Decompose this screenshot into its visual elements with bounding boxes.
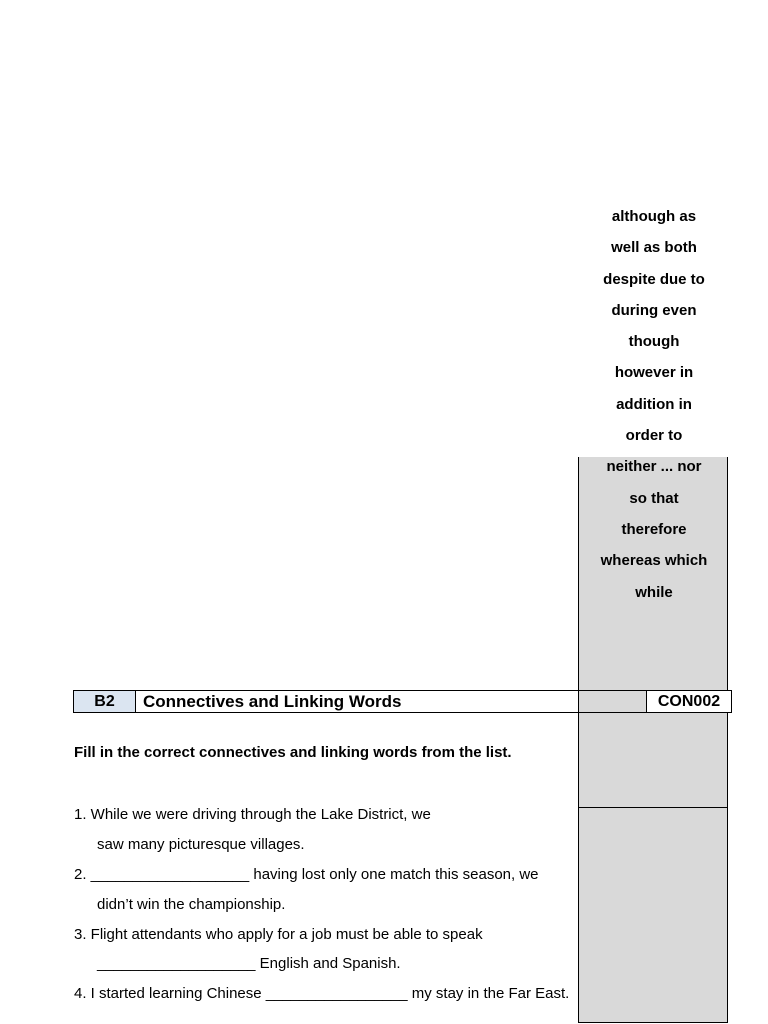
word-list-item: so that — [629, 489, 679, 507]
word-list-item: order to — [625, 427, 683, 445]
worksheet-code: CON002 — [646, 690, 732, 713]
exercise-3-line-1: 3. Flight attendants who apply for a job must be able to speak — [74, 926, 483, 943]
exercise-4-line-1: 4. I started learning Chinese _________________ my stay in the Far East. — [74, 985, 570, 1002]
exercise-1-line-1: 1. While we were driving through the Lake District, we — [74, 806, 431, 823]
word-list-item: despite due to — [603, 270, 705, 288]
word-list-item: although as — [611, 208, 697, 225]
word-list-item: neither ... nor — [606, 458, 702, 476]
worksheet-title: Connectives and Linking Words — [135, 690, 579, 713]
header-top-rule — [578, 690, 647, 691]
word-list-item: during even — [611, 301, 697, 319]
word-list-item: while — [635, 583, 673, 601]
worksheet-header — [73, 690, 733, 713]
level-badge: B2 — [73, 690, 136, 713]
exercise-2-line-1: 2. ___________________ having lost only one match this season, we — [74, 866, 539, 883]
word-list-item: therefore — [621, 520, 687, 538]
word-list — [592, 201, 716, 608]
panel-divider — [579, 807, 727, 808]
word-list-item: whereas which — [600, 552, 708, 570]
exercise-3-line-2: ___________________ English and Spanish. — [97, 955, 401, 972]
word-list-item: though — [628, 333, 680, 351]
word-list-item: however in — [614, 364, 694, 382]
instructions: Fill in the correct connectives and linking words from the list. — [74, 744, 512, 761]
word-list-item: addition in — [616, 395, 692, 413]
exercise-2-line-2: didn’t win the championship. — [97, 896, 286, 913]
header-bottom-rule — [578, 712, 647, 713]
word-list-item: well as both — [611, 239, 697, 257]
exercise-1-line-2: saw many picturesque villages. — [97, 836, 305, 853]
